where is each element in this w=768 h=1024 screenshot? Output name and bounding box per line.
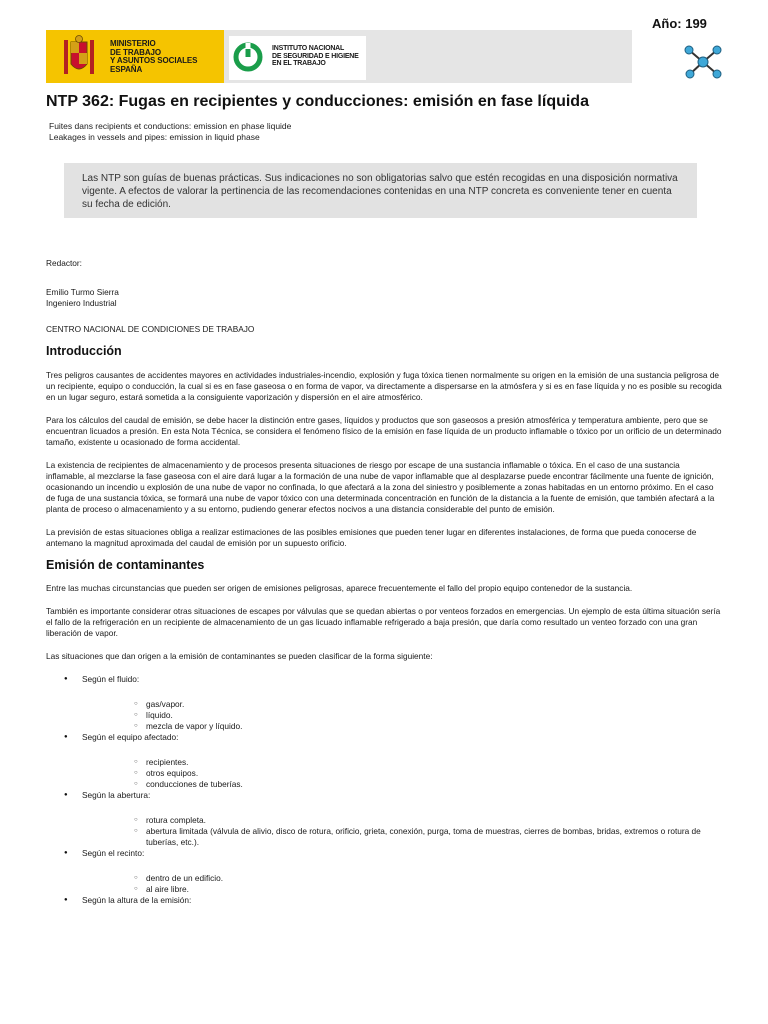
center-name: CENTRO NACIONAL DE CONDICIONES DE TRABAJO [46,324,255,334]
emision-paragraph-3: Las situaciones que dan origen a la emisión de contaminantes se pueden clasificar de la forma siguiente: [46,651,433,661]
redactor-label: Redactor: [46,258,82,268]
intro-paragraph-2: Para los cálculos del caudal de emisión, se debe hacer la distinción entre gases, líquidos y productos que son gaseosos a presión atmosférica y temperatura ambiente, pero que se encuentran licuados a presión. En esta Nota Técnica, se considera el fenómeno físico de la emisión en fase líquida de un producto inflamable o tóxico por un orificio de un determinado tamaño, existente u ocasionado de forma accidental. [46,415,722,447]
emision-paragraph-1: Entre las muchas circunstancias que pueden ser origen de emisiones peligrosas, aparece frecuentemente el fallo del propio equipo contenedor de la sustancia. [46,583,633,593]
classification-list [46,674,722,906]
list-item: ○ al aire libre. [82,884,722,895]
notice-box: Las NTP son guías de buenas prácticas. Sus indicaciones no son obligatorias salvo que estén recogidas en una disposición normativa vigente. A efectos de valorar la pertinencia de las recomendaciones contenidas en una NTP concreta es conveniente tener en cuenta su fecha de edición. [64,163,697,218]
molecule-icon [682,44,724,80]
list-item: ○ dentro de un edificio. [82,873,722,884]
list-item: ● Según la altura de la emisión: [46,895,722,906]
ministerio-text: MINISTERIO DE TRABAJO Y ASUNTOS SOCIALES ESPAÑA [110,39,198,74]
list-item: ○ líquido. [82,710,722,721]
list-item: ● Según la abertura: ○ rotura completa. ○ abertura limitada (válvula de alivio, disco de rotura, orificio, grieta, conexión, purga, toma de muestras, cierres de bombas, bridas, extremos o rotura de tuberías, etc.). [46,790,722,848]
list-item: ○ rotura completa. [82,815,722,826]
sublist [82,757,722,790]
list-item: ● Según el equipo afectado: ○ recipientes. ○ otros equipos. ○ conducciones de tuberías. [46,732,722,790]
subtitle-french: Fuites dans recipients et conductions: emission en phase liquide [49,121,292,131]
year-label: Año: 199 [652,16,707,31]
sublist [82,873,722,895]
author-title: Ingeniero Industrial [46,298,117,308]
sublist [82,815,722,848]
list-item: ○ otros equipos. [82,768,722,779]
intro-paragraph-1: Tres peligros causantes de accidentes mayores en actividades industriales-incendio, explosión y fuga tóxica tienen normalmente su origen en la emisión de una sustancia peligrosa de un recipiente, equipo o conducción, la cual si es en fase gaseosa o en forma de vapor, va directamente a dispersarse en la atmósfera y si es en fase líquida y no es posible su recogida en un lugar seguro, estará sometida a la consiguiente vaporización y dispersión en el aire atmosférico. [46,370,722,402]
heading-introduccion: Introducción [46,344,122,358]
sublist [82,699,722,732]
translated-titles [49,121,291,142]
ministerio-logo [46,30,224,83]
list-item: ● Según el fluido: ○ gas/vapor. ○ líquido. ○ mezcla de vapor y líquido. [46,674,722,732]
document-body [46,258,722,906]
list-item: ○ mezcla de vapor y líquido. [82,721,722,732]
author-name: Emilio Turmo Sierra [46,287,119,297]
heading-emision: Emisión de contaminantes [46,558,205,572]
spain-crest-icon [62,34,96,80]
insht-logo [229,36,366,80]
list-item: ○ abertura limitada (válvula de alivio, disco de rotura, orificio, grieta, conexión, purga, toma de muestras, cierres de bombas, bridas, extremos o rotura de tuberías, etc.). [82,826,722,848]
emision-paragraph-2: También es importante considerar otras situaciones de escapes por válvulas que se quedan abiertas o por venteos forzados en emergencias. Un ejemplo de esta última situación sería el fallo de la refrigeración en un recipiente de almacenamiento de un gas licuado inflamable refrigerado a baja presión, que daría como resultado un venteo forzado con una gran liberación de vapor. [46,606,721,638]
intro-paragraph-4: La previsión de estas situaciones obliga a realizar estimaciones de las posibles emisiones que pueden tener lugar en diferentes instalaciones, de forma que pueda conocerse de antemano la magnitud aproximada del caudal de emisión por un supuesto orificio. [46,527,697,548]
document-title: NTP 362: Fugas en recipientes y conducciones: emisión en fase líquida [46,93,589,110]
subtitle-english: Leakages in vessels and pipes: emission in liquid phase [49,131,260,142]
insht-ring-icon [233,40,263,74]
intro-paragraph-3: La existencia de recipientes de almacenamiento y de procesos presenta situaciones de riesgo por escape de una sustancia inflamable o tóxica. En el caso de una sustancia inflamable, al mezclarse la fase gaseosa con el aire dará lugar a la formación de una nube de vapor inflamable que al desplazarse puede encontrar fácilmente una fuente de ignición, ocasionando un incendio u explosión de una nube de vapor no confinada, lo que afectará a la zona del siniestro y posiblemente a zonas habitadas en un entorno próximo. En el caso de fuga de una sustancia tóxica, se formará una nube de vapor tóxico con una determinada concentración en función de la distancia a la fuente de emisión, que también afectará a la planta de proceso o almacenamiento y a su entorno, pudiendo generar efectos nocivos a una distancia considerable del punto de emisión. [46,460,715,514]
list-item: ● Según el recinto: ○ dentro de un edificio. ○ al aire libre. [46,848,722,895]
list-item: ○ gas/vapor. [82,699,722,710]
list-item: ○ recipientes. [82,757,722,768]
list-item: ○ conducciones de tuberías. [82,779,722,790]
insht-text: INSTITUTO NACIONAL DE SEGURIDAD E HIGIENE EN EL TRABAJO [272,45,359,68]
